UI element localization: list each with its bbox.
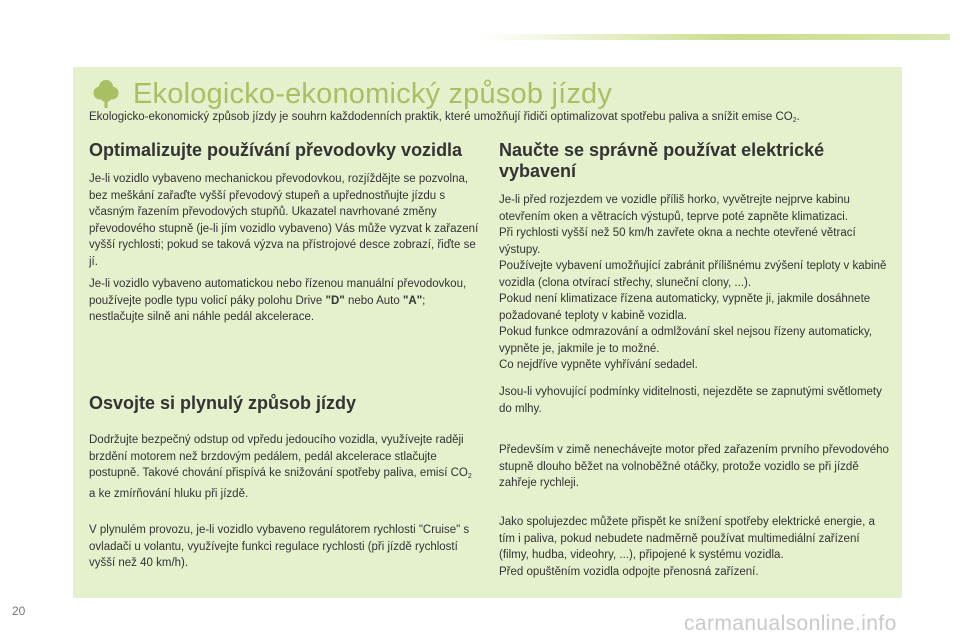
section-smooth-driving bbox=[89, 393, 479, 578]
watermark: carmanualsonline.info bbox=[684, 612, 897, 635]
electrical-item-5: Pokud funkce odmrazování a odmlžování skel nejsou řízeny automaticky, vypněte je, jakmile je to možné. bbox=[499, 326, 873, 355]
electrical-item-1: Je-li před rozjezdem ve vozidle příliš horko, vyvětrejte nejprve kabinu otevřením oken a větracích výstupů, teprve poté zapněte klimatizaci. bbox=[499, 194, 850, 223]
passenger-paragraph: Jako spolujezdec můžete přispět ke snížení spotřeby elektrické energie, a tím i paliva, pokud nebudete nadměrně používat multimediální zařízení (filmy, hudba, videohry, ...), připojené k systému vozidla. bbox=[499, 516, 875, 561]
electrical-item-4: Pokud není klimatizace řízena automaticky, vypněte ji, jakmile dosáhnete požadované teploty v kabině vozidla. bbox=[499, 293, 871, 322]
unplug-paragraph: Před opuštěním vozidla odpojte přenosná zařízení. bbox=[499, 565, 759, 578]
title-row bbox=[93, 74, 612, 114]
gearbox-paragraph-2: Je-li vozidlo vybaveno automatickou nebo řízenou manuální převodovkou, používejte podle typu volicí páky polohu Drive "D" nebo Auto "A"; nestlačujte silně ani náhle pedál akcelerace. bbox=[89, 278, 467, 323]
section-winter bbox=[499, 442, 889, 498]
intro-subscript: 2 bbox=[792, 117, 797, 124]
tree-icon bbox=[93, 79, 119, 109]
intro-text bbox=[89, 109, 889, 129]
electrical-item-2: Při rychlosti vyšší než 50 km/h zavřete okna a nechte otevřené větrací výstupy. bbox=[499, 227, 856, 256]
auto-label: "A" bbox=[402, 294, 423, 307]
electrical-item-6: Co nejdříve vypněte vyhřívání sedadel. bbox=[499, 359, 698, 371]
intro-end: . bbox=[796, 111, 800, 123]
intro-main: Ekologicko-ekonomický způsob jízdy je souhrn každodenních praktik, které umožňují řidiči optimalizovat spotřebu paliva a snížit emise CO bbox=[89, 111, 793, 123]
gearbox-paragraph-1: Je-li vozidlo vybaveno mechanickou převodovkou, rozjíždějte se pozvolna, bez meškání zařaďte vyšší převodový stupeň a upřednostňujte jízdu s včasným řazením převodových stupňů. Ukazatel navrhované změny převodového stupně (je-li jím vozidlo vybaveno) Vás může vyzvat k zařazení vyšší rychlosti; pokud se taková výzva na přístrojové desce zobrazí, řiďte se jí. bbox=[89, 173, 479, 268]
fog-lights-paragraph: Jsou-li vyhovující podmínky viditelnosti, nejezděte se zapnutými světlomety do mlhy. bbox=[499, 386, 882, 415]
smooth-driving-paragraph-2: V plynulém provozu, je-li vozidlo vybaveno regulátorem rychlosti "Cruise" s ovladači u volantu, využívejte funkci regulace rychlosti (při jízdě rychlostí vyšší než 40 km/h). bbox=[89, 524, 470, 569]
section-heading-electrical: Naučte se správně používat elektrické vybavení bbox=[499, 140, 825, 181]
top-accent-bar bbox=[480, 34, 950, 40]
drive-label: "D" bbox=[325, 294, 345, 307]
section-fog-lights bbox=[499, 384, 889, 423]
section-passenger bbox=[499, 514, 889, 580]
smooth-driving-paragraph-1: Dodržujte bezpečný odstup od vpředu jedoucího vozidla, využívejte raději brzdění motorem než brzdovým pedálem, pedál akcelerace stlačujte postupně. Takové chování přispívá ke snižování spotřeby paliva, emisí $CO_2$ a ke zmírňování hluku při jízdě. bbox=[89, 434, 472, 500]
section-heading-smooth-driving: Osvojte si plynulý způsob jízdy bbox=[89, 393, 357, 413]
section-gearbox bbox=[89, 140, 479, 332]
page-title: Ekologicko-ekonomický způsob jízdy bbox=[133, 77, 613, 110]
section-heading-gearbox: Optimalizujte používání převodovky vozidla bbox=[89, 140, 463, 160]
page-number: 20 bbox=[12, 604, 26, 618]
electrical-group-1 bbox=[499, 192, 889, 374]
electrical-item-3: Používejte vybavení umožňující zabránit přílišnému zvýšení teploty v kabině vozidla (clona otvírací střechy, sluneční clony, ...). bbox=[499, 260, 887, 289]
winter-paragraph: Především v zimě nenechávejte motor před zařazením prvního převodového stupně dlouho běžet na volnoběžné otáčky, protože vozidlo se při jízdě zahřeje rychleji. bbox=[499, 444, 889, 489]
section-electrical bbox=[499, 140, 889, 374]
